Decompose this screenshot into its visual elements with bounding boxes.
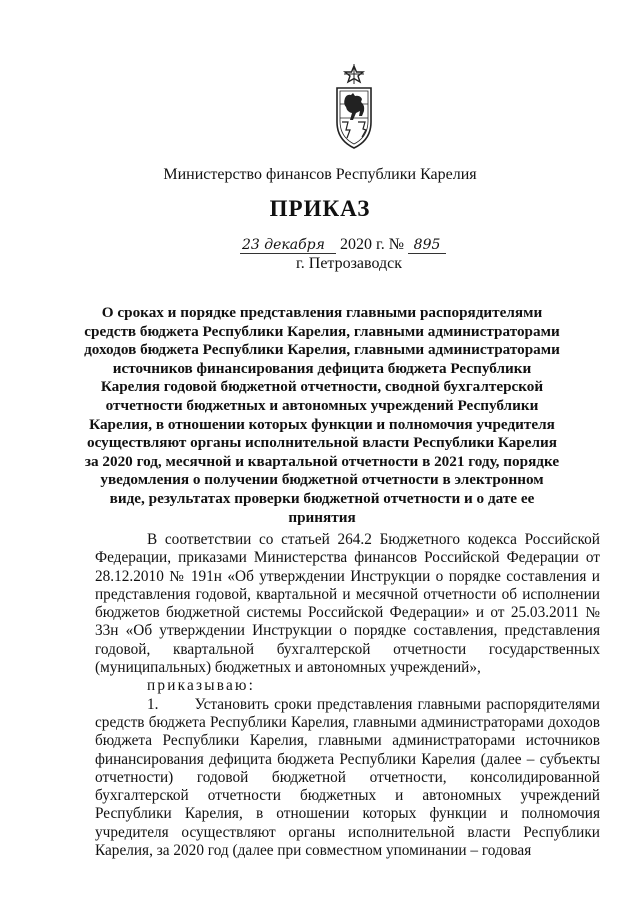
item-number: 1. xyxy=(147,695,159,713)
ministry-name: Министерство финансов Республики Карелия xyxy=(163,166,477,183)
order-item-1 xyxy=(95,696,600,861)
order-title: ПРИКАЗ xyxy=(269,196,371,221)
handwritten-order-number: 895 xyxy=(408,237,446,254)
karelia-coat-of-arms-emblem xyxy=(332,64,376,152)
handwritten-date: 23 декабря xyxy=(240,237,336,254)
order-directive: приказываю: xyxy=(147,677,256,695)
preamble-paragraph: В соответствии со статьей 264.2 Бюджетного кодекса Российской Федерации, приказами Министерства финансов Российской Федерации от 28.12.2010 № 191н «Об утверждении Инструкции о порядке составления и представления годовой, квартальной и месячной отчетности об исполнении бюджетов бюджетной системы Российской Федерации» и от 25.03.2011 № 33н «Об утверждении Инструкции о порядке составления, представления годовой, квартальной бухгалтерской отчетности государственных (муниципальных) бюджетных и автономных учреждений», xyxy=(95,531,600,677)
order-year-label: 2020 г. № xyxy=(340,236,405,253)
order-body xyxy=(95,531,600,860)
order-date-line xyxy=(240,236,446,254)
order-city: г. Петрозаводск xyxy=(296,255,403,272)
item-text: Установить сроки представления главными распорядителями средств бюджета Республики Карелия, главными администраторами доходов бюджета Республики Карелия, главными администраторами источников финансирования дефицита бюджета Республики Карелия (далее – субъекты отчетности) годовой бюджетной отчетности, консолидированной бухгалтерской отчетности бюджетных и автономных учреждений Республики Карелия, в отношении которых функции и полномочия учредителя осуществляют органы исполнительной власти Республики Карелия, за 2020 год (далее при совместном упоминании – годовая xyxy=(95,695,600,860)
order-heading: О сроках и порядке представления главными распорядителями средств бюджета Республики Карелия, главными администраторами доходов бюджета Республики Карелия, главными администраторами источников финансирования дефицита бюджета Республики Карелия годовой бюджетной отчетности, сводной бухгалтерской отчетности бюджетных и автономных учреждений Республики Карелия, в отношении которых функции и полномочия учредителя осуществляют органы исполнительной власти Республики Карелия за 2020 год, месячной и квартальной отчетности в 2021 году, порядке уведомления о получении бюджетной отчетности в электронном виде, результатах проверки бюджетной отчетности и о дате ее принятия xyxy=(84,304,560,526)
